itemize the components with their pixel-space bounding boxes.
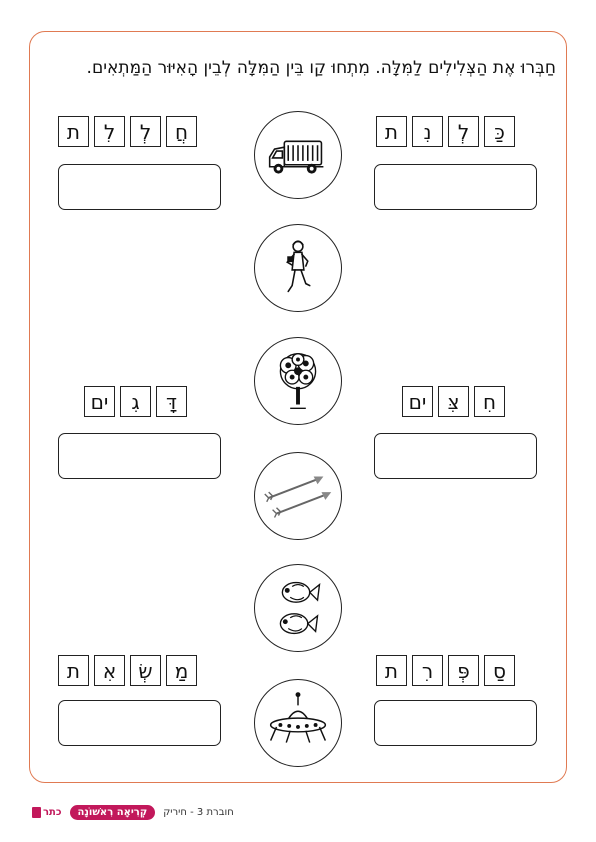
letter-tile: דָּ [156, 386, 187, 417]
letter-tile: שְׂ [130, 655, 161, 686]
letter-tile: נִ [412, 116, 443, 147]
letter-tile: מַ [166, 655, 197, 686]
letter-tiles-right-2 [402, 386, 505, 417]
letter-tile: ת [58, 655, 89, 686]
letter-tile: צִּ [438, 386, 469, 417]
letter-tiles-left-2 [84, 386, 187, 417]
letter-tile: חִ [474, 386, 505, 417]
answer-box-left-2[interactable] [58, 433, 221, 479]
spaceship-icon[interactable] [254, 679, 342, 767]
letter-tile: לְ [130, 116, 161, 147]
letter-tile: רִ [412, 655, 443, 686]
letter-tile: סַ [484, 655, 515, 686]
answer-box-right-2[interactable] [374, 433, 537, 479]
letter-tile: לִ [94, 116, 125, 147]
letter-tile: ת [58, 116, 89, 147]
letter-tiles-left-1 [58, 116, 197, 147]
letter-tile: ת [376, 655, 407, 686]
letter-tile: ים [402, 386, 433, 417]
footer-booklet-text: חוברת 3 - חיריק [163, 806, 234, 818]
truck-icon[interactable] [254, 111, 342, 199]
letter-tile: אִ [94, 655, 125, 686]
child-icon[interactable] [254, 224, 342, 312]
letter-tile: חֲ [166, 116, 197, 147]
publisher-logo [32, 807, 62, 818]
footer-badge: קְרִיאָה רִאשׁוֹנָה [70, 805, 156, 820]
letter-tiles-right-1 [376, 116, 515, 147]
book-icon [32, 807, 41, 818]
letter-tiles-right-3 [376, 655, 515, 686]
answer-box-left-1[interactable] [58, 164, 221, 210]
tree-icon[interactable] [254, 337, 342, 425]
letter-tiles-left-3 [58, 655, 197, 686]
letter-tile: לְ [448, 116, 479, 147]
fish-icon[interactable] [254, 564, 342, 652]
answer-box-right-1[interactable] [374, 164, 537, 210]
logo-text: כתר [43, 806, 62, 818]
letter-tile: ים [84, 386, 115, 417]
footer [32, 802, 234, 822]
letter-tile: כַּ [484, 116, 515, 147]
letter-tile: גִ [120, 386, 151, 417]
letter-tile: ת [376, 116, 407, 147]
instruction-text: חַבְּרוּ אֶת הַצְּלִילִים לַמִּלָּה. מִתְחוּ קַו בֵּין הַמִּלָּה לְבֵין הָאִיּוּר הַמַּתְאִים. [86, 58, 556, 78]
answer-box-left-3[interactable] [58, 700, 221, 746]
answer-box-right-3[interactable] [374, 700, 537, 746]
arrows-icon[interactable] [254, 452, 342, 540]
letter-tile: פְּ [448, 655, 479, 686]
